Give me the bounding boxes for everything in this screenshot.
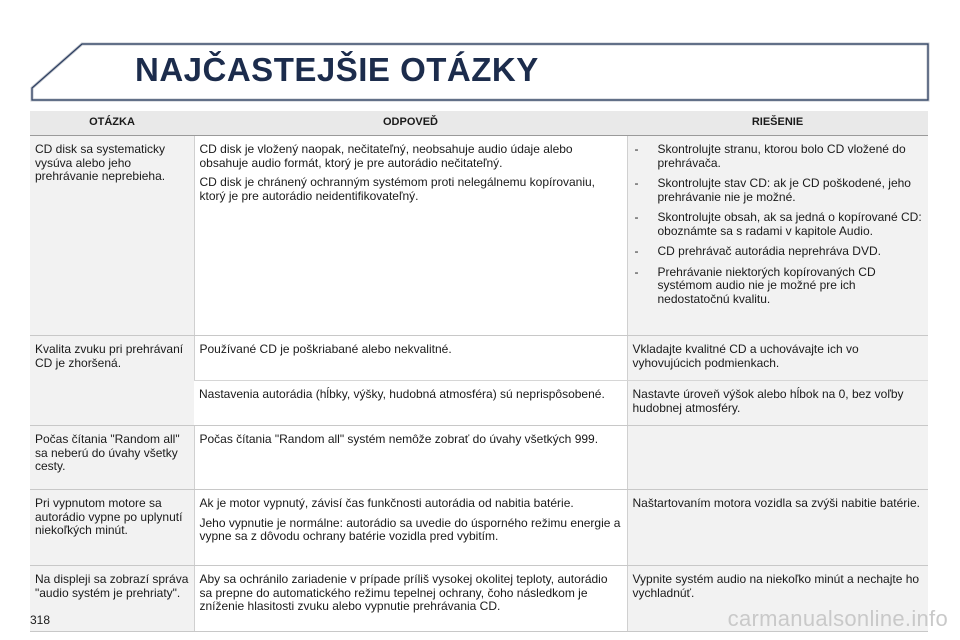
answer-text: Ak je motor vypnutý, závisí čas funkčnosti autorádia od nabitia batérie. xyxy=(199,496,574,510)
solution-cell xyxy=(627,136,928,336)
table-row xyxy=(30,426,928,490)
page-number: 318 xyxy=(30,613,51,627)
answer-cell: Aby sa ochránilo zariadenie v prípade príliš vysokej okolitej teploty, autorádio sa prepne do automatického režimu tepelnej ochrany, čoho následkom je zníženie hlasitosti zvuku alebo vypnutie prehrávania CD. xyxy=(194,566,627,632)
page-title: NAJČASTEJŠIE OTÁZKY xyxy=(135,51,539,88)
solution-cell: Naštartovaním motora vozidla sa zvýši nabitie batérie. xyxy=(627,490,928,566)
solution-cell: Vkladajte kvalitné CD a uchovávajte ich vo vyhovujúcich podmienkach. xyxy=(627,336,928,381)
answer-cell xyxy=(194,490,627,566)
table-row xyxy=(30,336,928,381)
question-cell: Pri vypnutom motore sa autorádio vypne po uplynutí niekoľkých minút. xyxy=(30,490,194,566)
table-row xyxy=(30,136,928,336)
header-answer: ODPOVEĎ xyxy=(194,111,627,136)
answer-cell: Nastavenia autorádia (hĺbky, výšky, hudobná atmosféra) sú neprispôsobené. xyxy=(194,381,627,426)
solution-list xyxy=(633,143,924,306)
solution-cell: Nastavte úroveň výšok alebo hĺbok na 0, bez voľby hudobnej atmosféry. xyxy=(627,381,928,426)
answer-text: Jeho vypnutie je normálne: autorádio sa uvedie do úsporného režimu energie a vypne sa z dôvodu ochrany batérie vozidla pred vybitím. xyxy=(199,515,621,543)
list-item: - CD prehrávač autorádia neprehráva DVD. xyxy=(633,245,924,259)
answer-cell xyxy=(194,136,627,336)
answer-text: CD disk je chránený ochranným systémom proti nelegálnemu kopírovaniu, ktorý je pre autorádio neidentifikovateľný. xyxy=(199,175,596,203)
solution-cell xyxy=(627,426,928,490)
list-item: - Skontrolujte stranu, ktorou bolo CD vložené do prehrávača. xyxy=(633,143,924,170)
question-cell: CD disk sa systematicky vysúva alebo jeho prehrávanie neprebieha. xyxy=(30,136,194,336)
question-cell: Počas čítania "Random all" sa neberú do úvahy všetky cesty. xyxy=(30,426,194,490)
question-cell: Kvalita zvuku pri prehrávaní CD je zhoršená. xyxy=(30,336,194,426)
answer-cell: Počas čítania "Random all" systém nemôže zobrať do úvahy všetkých 999. xyxy=(194,426,627,490)
answer-cell: Používané CD je poškriabané alebo nekvalitné. xyxy=(194,336,627,381)
list-item: - Skontrolujte obsah, ak sa jedná o kopírované CD: oboznámte sa s radami v kapitole Audio. xyxy=(633,211,924,238)
solution-cell: Vypnite systém audio na niekoľko minút a nechajte ho vychladnúť. xyxy=(627,566,928,632)
table-row xyxy=(30,490,928,566)
list-item: - Prehrávanie niektorých kopírovaných CD systémom audio nie je možné pre ich nedostatočnú kvalitu. xyxy=(633,266,924,307)
header-solution: RIEŠENIE xyxy=(627,111,928,136)
question-cell: Na displeji sa zobrazí správa "audio systém je prehriaty". xyxy=(30,566,194,632)
answer-text: CD disk je vložený naopak, nečitateľný, neobsahuje audio údaje alebo obsahuje audio formát, ktorý je pre autorádio nečitateľný. xyxy=(199,142,573,170)
list-item: - Skontrolujte stav CD: ak je CD poškodené, jeho prehrávanie nie je možné. xyxy=(633,177,924,204)
table-header-row xyxy=(30,111,928,136)
header-question: OTÁZKA xyxy=(30,111,194,136)
watermark: carmanualsonline.info xyxy=(727,606,948,631)
faq-table xyxy=(30,111,928,632)
